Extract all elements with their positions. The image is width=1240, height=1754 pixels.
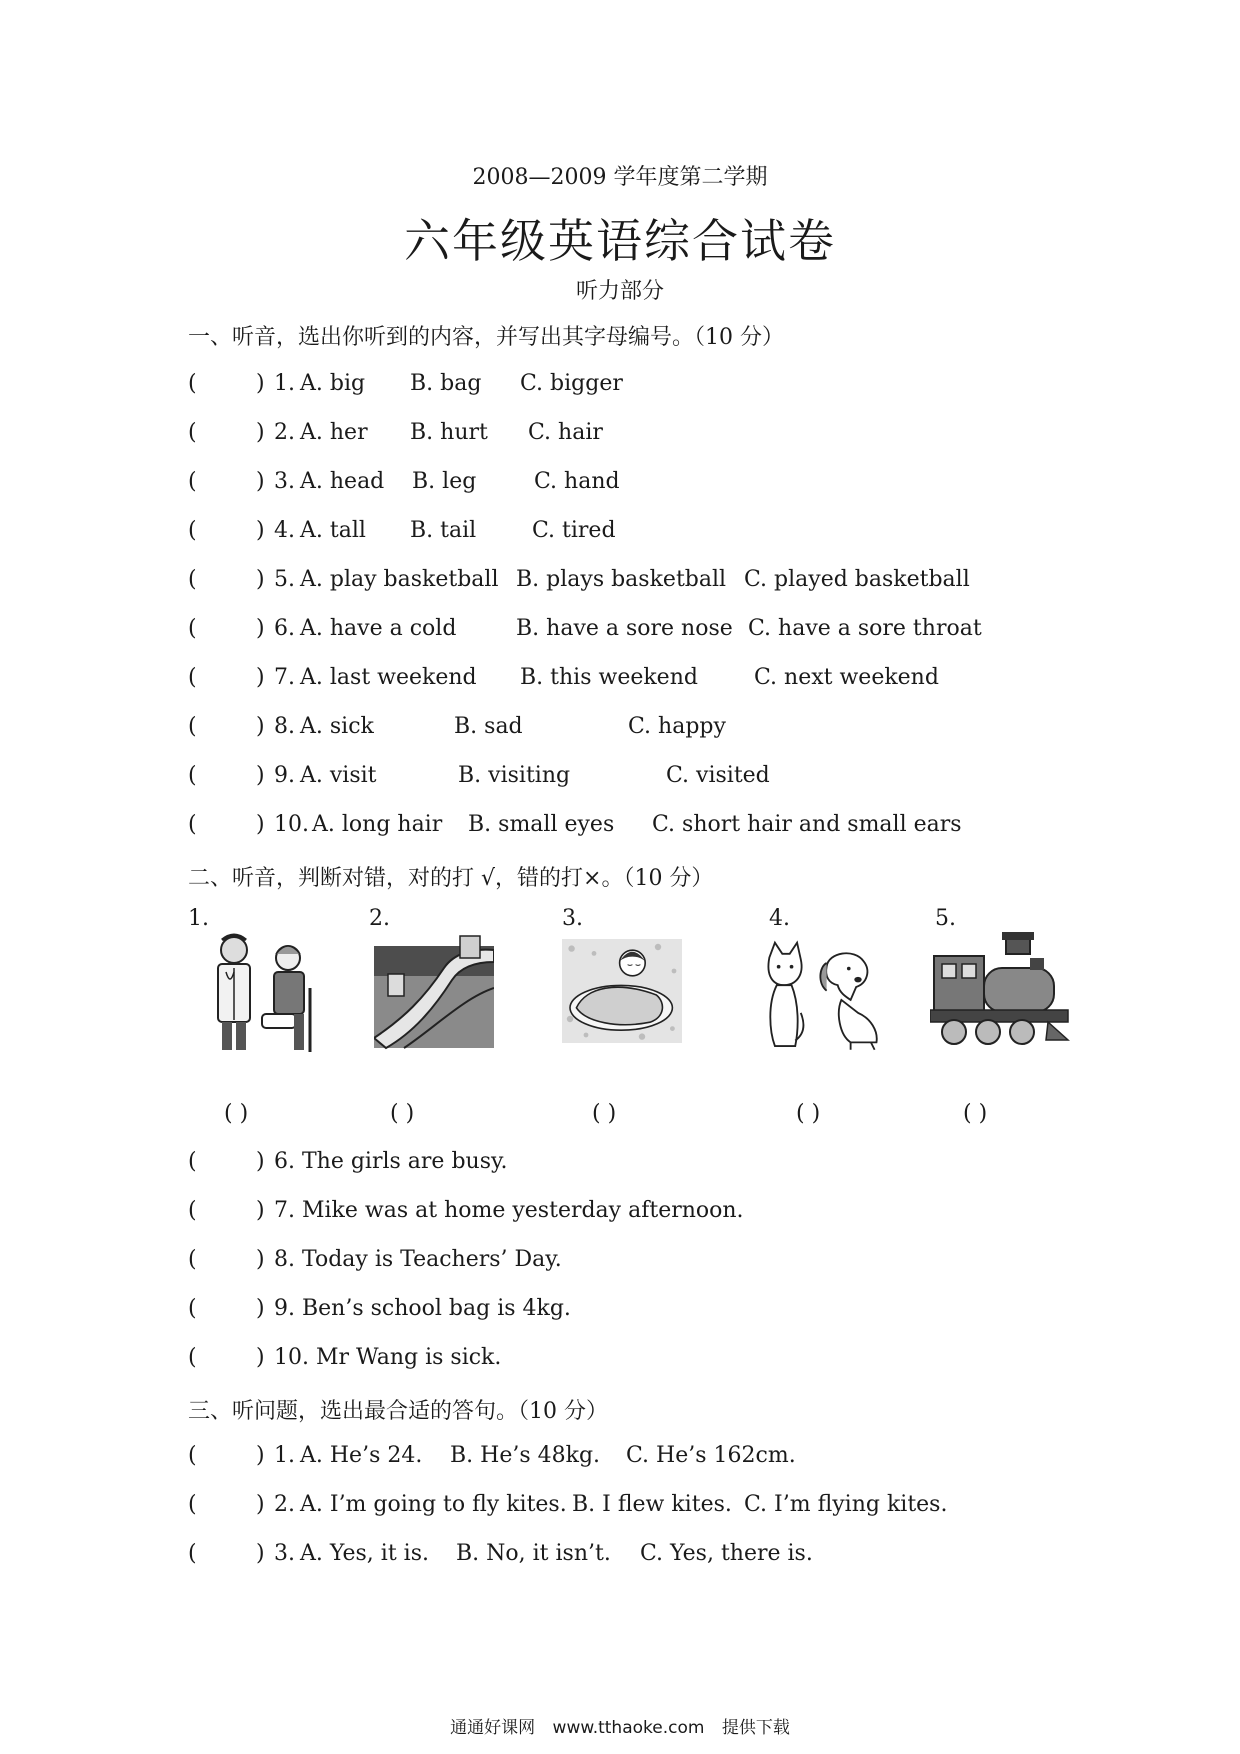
section-part-label: 听力部分 [575, 279, 664, 304]
question-number: 1. [274, 371, 295, 396]
question-number: 3. [274, 469, 295, 494]
option-c: C. happy [628, 714, 726, 739]
answer-open-paren[interactable]: ( [188, 1541, 197, 1566]
answer-close-paren: ) [256, 420, 265, 445]
question-number: 9. [274, 763, 295, 788]
option-c: C. tired [532, 518, 616, 543]
answer-open-paren[interactable]: ( [188, 1149, 197, 1174]
answer-close-paren: ) [256, 1149, 265, 1174]
option-a: A. last weekend [300, 665, 477, 690]
answer-open-paren[interactable]: ( [188, 1198, 197, 1223]
exam-term: 2008—2009 学年度第二学期 [472, 165, 768, 190]
option-c: C. I’m flying kites. [744, 1492, 948, 1517]
question-number: 2. [274, 420, 295, 445]
question-number: 6. [274, 616, 295, 641]
option-a: A. play basketball [300, 567, 499, 592]
option-a: A. Yes, it is. [300, 1541, 429, 1566]
option-a: A. tall [300, 518, 366, 543]
statement-text: 10. Mr Wang is sick. [274, 1345, 502, 1370]
picture-number: 2. [369, 906, 390, 931]
cat-dog-picture [762, 934, 882, 1064]
answer-close-paren: ) [256, 1541, 265, 1566]
answer-open-paren[interactable]: ( [188, 616, 197, 641]
section1-heading: 一、听音，选出你听到的内容，并写出其字母编号。（10 分） [188, 325, 784, 350]
option-b: B. I flew kites. [572, 1492, 732, 1517]
answer-open-paren[interactable]: ( [188, 371, 197, 396]
picture-answer-blank[interactable]: ( ) [390, 1101, 415, 1126]
option-c: C. hair [528, 420, 603, 445]
option-b: B. sad [454, 714, 523, 739]
question-number: 5. [274, 567, 295, 592]
answer-close-paren: ) [256, 763, 265, 788]
answer-close-paren: ) [256, 1296, 265, 1321]
option-c: C. visited [666, 763, 770, 788]
answer-open-paren[interactable]: ( [188, 1492, 197, 1517]
answer-close-paren: ) [256, 616, 265, 641]
answer-open-paren[interactable]: ( [188, 665, 197, 690]
option-c: C. have a sore throat [748, 616, 982, 641]
answer-open-paren[interactable]: ( [188, 469, 197, 494]
answer-close-paren: ) [256, 371, 265, 396]
answer-close-paren: ) [256, 812, 265, 837]
statement-text: 6. The girls are busy. [274, 1149, 508, 1174]
answer-close-paren: ) [256, 1492, 265, 1517]
option-c: C. He’s 162cm. [626, 1443, 796, 1468]
picture-answer-blank[interactable]: ( ) [796, 1101, 821, 1126]
footer-site-name: 通通好课网 [450, 1718, 536, 1738]
option-b: B. visiting [458, 763, 571, 788]
girl-in-bed-picture [562, 926, 682, 1056]
answer-close-paren: ) [256, 518, 265, 543]
option-a: A. head [300, 469, 385, 494]
answer-close-paren: ) [256, 1198, 265, 1223]
answer-open-paren[interactable]: ( [188, 812, 197, 837]
picture-answer-blank[interactable]: ( ) [963, 1101, 988, 1126]
question-number: 1. [274, 1443, 295, 1468]
question-number: 10. [274, 812, 309, 837]
answer-open-paren[interactable]: ( [188, 714, 197, 739]
option-c: C. hand [534, 469, 620, 494]
option-a: A. I’m going to fly kites. [300, 1492, 567, 1517]
picture-answer-blank[interactable]: ( ) [592, 1101, 617, 1126]
option-a: A. big [300, 371, 366, 396]
footer-note: 提供下载 [721, 1718, 790, 1738]
option-b: B. small eyes [468, 812, 615, 837]
doctor-patient-picture [202, 928, 322, 1058]
answer-open-paren[interactable]: ( [188, 567, 197, 592]
option-c: C. played basketball [744, 567, 970, 592]
answer-close-paren: ) [256, 1345, 265, 1370]
picture-number: 5. [935, 906, 956, 931]
answer-close-paren: ) [256, 469, 265, 494]
option-c: C. next weekend [754, 665, 939, 690]
answer-open-paren[interactable]: ( [188, 1345, 197, 1370]
picture-number: 3. [562, 906, 583, 931]
section2-heading: 二、听音，判断对错，对的打 √，错的打×。（10 分） [188, 866, 714, 891]
answer-close-paren: ) [256, 714, 265, 739]
answer-close-paren: ) [256, 665, 265, 690]
option-b: B. leg [412, 469, 477, 494]
exam-title: 六年级英语综合试卷 [404, 214, 836, 268]
option-b: B. No, it isn’t. [456, 1541, 611, 1566]
question-number: 8. [274, 714, 295, 739]
option-b: B. He’s 48kg. [450, 1443, 601, 1468]
section3-heading: 三、听问题，选出最合适的答句。（10 分） [188, 1399, 608, 1424]
footer [0, 1713, 1240, 1738]
option-a: A. have a cold [300, 616, 457, 641]
statement-text: 7. Mike was at home yesterday afternoon. [274, 1198, 744, 1223]
option-c: C. bigger [520, 371, 623, 396]
option-b: B. plays basketball [516, 567, 727, 592]
answer-close-paren: ) [256, 567, 265, 592]
picture-answer-blank[interactable]: ( ) [224, 1101, 249, 1126]
answer-open-paren[interactable]: ( [188, 763, 197, 788]
answer-open-paren[interactable]: ( [188, 420, 197, 445]
question-number: 4. [274, 518, 295, 543]
option-a: A. long hair [312, 812, 443, 837]
answer-open-paren[interactable]: ( [188, 1443, 197, 1468]
option-c: C. short hair and small ears [652, 812, 962, 837]
answer-open-paren[interactable]: ( [188, 1247, 197, 1272]
statement-text: 8. Today is Teachers’ Day. [274, 1247, 562, 1272]
answer-close-paren: ) [256, 1247, 265, 1272]
statement-text: 9. Ben’s school bag is 4kg. [274, 1296, 571, 1321]
answer-open-paren[interactable]: ( [188, 1296, 197, 1321]
option-a: A. sick [300, 714, 374, 739]
question-number: 2. [274, 1492, 295, 1517]
footer-url[interactable]: www.tthaoke.com [552, 1718, 705, 1738]
option-a: A. visit [300, 763, 377, 788]
option-b: B. tail [410, 518, 477, 543]
train-picture [930, 928, 1070, 1058]
option-b: B. have a sore nose [516, 616, 733, 641]
question-number: 7. [274, 665, 295, 690]
option-a: A. her [300, 420, 368, 445]
answer-open-paren[interactable]: ( [188, 518, 197, 543]
option-a: A. He’s 24. [300, 1443, 423, 1468]
picture-number: 1. [188, 906, 209, 931]
option-b: B. this weekend [520, 665, 698, 690]
option-c: C. Yes, there is. [640, 1541, 813, 1566]
option-b: B. hurt [410, 420, 488, 445]
picture-number: 4. [769, 906, 790, 931]
option-b: B. bag [410, 371, 482, 396]
answer-close-paren: ) [256, 1443, 265, 1468]
great-wall-picture [374, 928, 494, 1058]
question-number: 3. [274, 1541, 295, 1566]
